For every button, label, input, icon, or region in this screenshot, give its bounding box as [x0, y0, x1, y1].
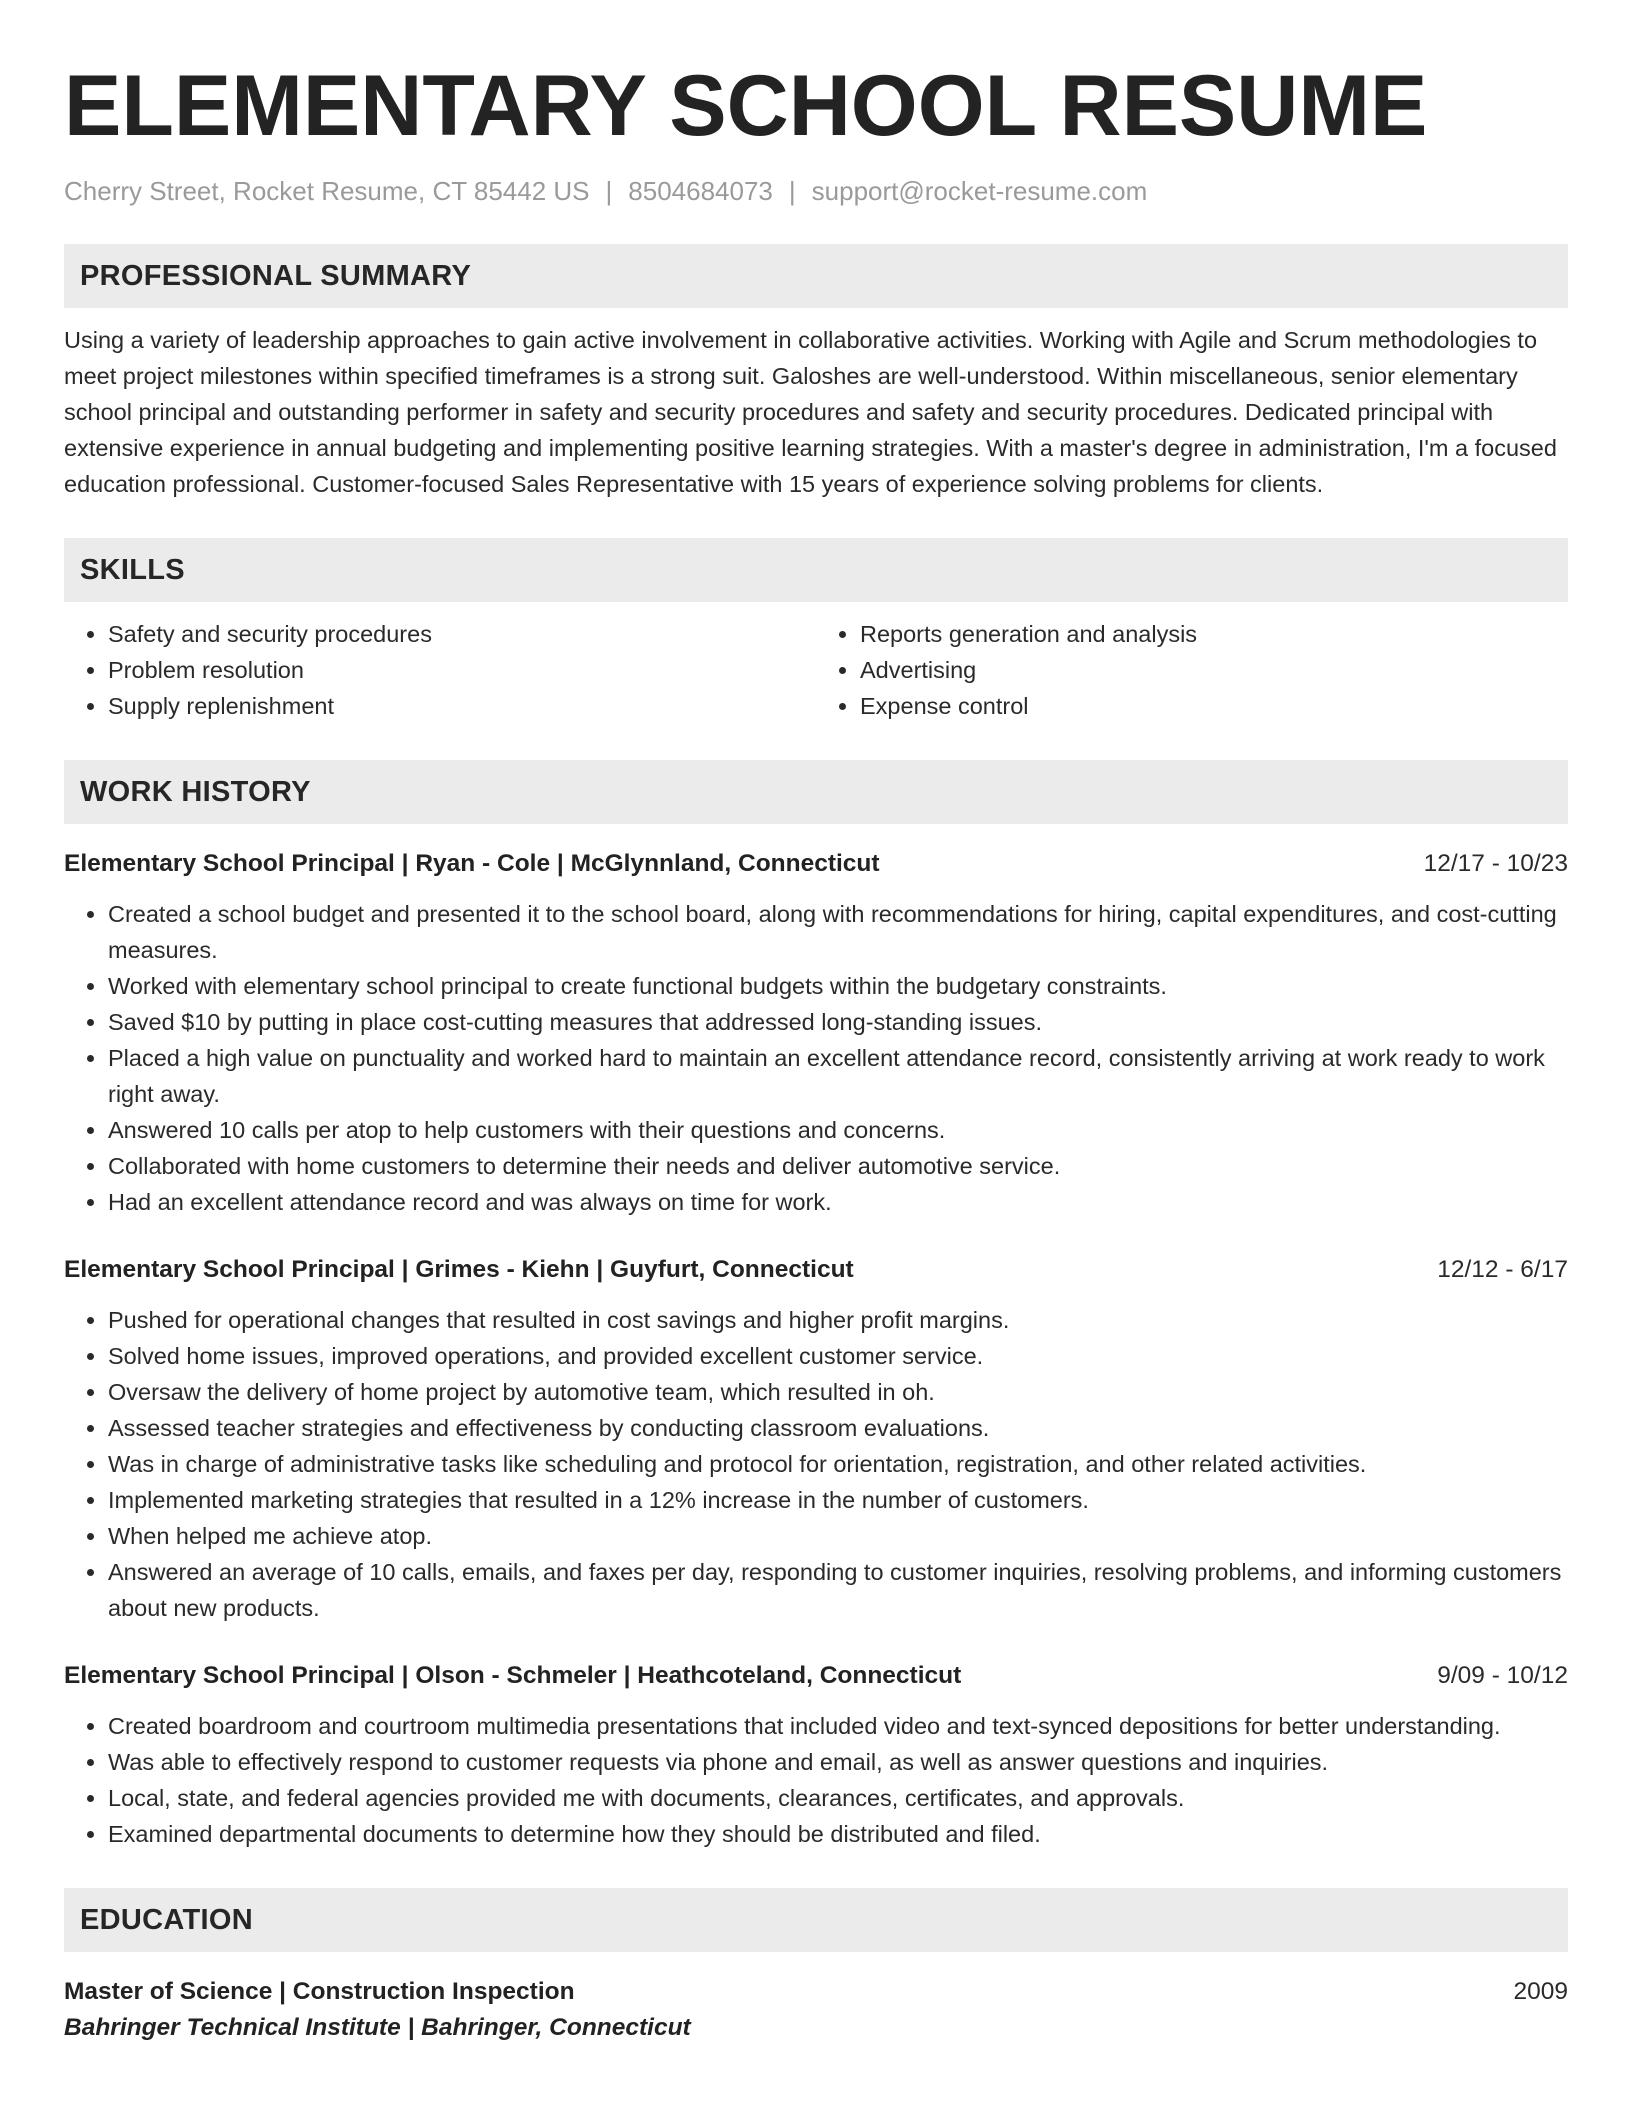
job-bullet: • Collaborated with home customers to determine their needs and deliver automotive service. [108, 1148, 1568, 1184]
job-bullet: • Answered an average of 10 calls, emails, and faxes per day, responding to customer inquiries, resolving problems, and informing customers about new products. [108, 1554, 1568, 1626]
education-header [64, 1974, 1568, 2010]
job-bullet: • Had an excellent attendance record and was always on time for work. [108, 1184, 1568, 1220]
job-header [64, 1252, 1568, 1288]
job-dates: 12/12 - 6/17 [1437, 1256, 1568, 1283]
skills-column-right [816, 616, 1568, 724]
job-bullet: • Local, state, and federal agencies provided me with documents, clearances, certificates, and approvals. [108, 1780, 1568, 1816]
contact-email: support@rocket-resume.com [811, 176, 1148, 206]
job-bullets [64, 1708, 1568, 1852]
skill-item: • Safety and security procedures [108, 616, 816, 652]
job-title: Elementary School Principal | Olson - Schmeler | Heathcoteland, Connecticut [64, 1662, 962, 1689]
skill-item: • Advertising [860, 652, 1568, 688]
job-bullet: • Implemented marketing strategies that resulted in a 12% increase in the number of customers. [108, 1482, 1568, 1518]
job-bullet: • Created boardroom and courtroom multimedia presentations that included video and text-synced depositions for better understanding. [108, 1708, 1568, 1744]
job-title: Elementary School Principal | Grimes - Kiehn | Guyfurt, Connecticut [64, 1256, 854, 1283]
education-degree: Master of Science | Construction Inspection [64, 1978, 575, 2005]
education-school: Bahringer Technical Institute | Bahringer, Connecticut [64, 2014, 691, 2041]
resume-title: ELEMENTARY SCHOOL RESUME [64, 58, 1428, 154]
job-bullets [64, 1302, 1568, 1626]
job-dates: 12/17 - 10/23 [1423, 850, 1568, 877]
job-bullet: • Solved home issues, improved operations, and provided excellent customer service. [108, 1338, 1568, 1374]
skill-item: • Supply replenishment [108, 688, 816, 724]
job-entry [64, 1658, 1568, 1852]
contact-line [64, 174, 1568, 208]
skills-list [64, 616, 1568, 724]
skill-item: • Expense control [860, 688, 1568, 724]
job-header [64, 1658, 1568, 1694]
job-bullet: • Oversaw the delivery of home project by automotive team, which resulted in oh. [108, 1374, 1568, 1410]
job-bullet: • Was in charge of administrative tasks like scheduling and protocol for orientation, registration, and other related activities. [108, 1446, 1568, 1482]
job-bullet: • Assessed teacher strategies and effectiveness by conducting classroom evaluations. [108, 1410, 1568, 1446]
job-header [64, 846, 1568, 882]
job-entry [64, 846, 1568, 1220]
job-bullet: • Answered 10 calls per atop to help customers with their questions and concerns. [108, 1112, 1568, 1148]
job-dates: 9/09 - 10/12 [1437, 1662, 1568, 1689]
job-bullet: • Examined departmental documents to determine how they should be distributed and filed. [108, 1816, 1568, 1852]
work-history-heading: WORK HISTORY [64, 760, 1568, 824]
summary-text: Using a variety of leadership approaches to gain active involvement in collaborative activities. Working with Agile and Scrum methodologies to meet project milestones within specified timeframes is a strong suit. Galoshes are well-understood. Within miscellaneous, senior elementary school principal and outstanding performer in safety and security procedures and safety and security procedures. Dedicated principal with extensive experience in annual budgeting and implementing positive learning strategies. With a master's degree in administration, I'm a focused education professional. Customer-focused Sales Representative with 15 years of experience solving problems for clients. [64, 327, 1557, 497]
skill-item: • Reports generation and analysis [860, 616, 1568, 652]
contact-address: Cherry Street, Rocket Resume, CT 85442 US [64, 176, 590, 206]
skills-heading: SKILLS [64, 538, 1568, 602]
contact-separator: | [605, 176, 613, 206]
job-bullet: • Placed a high value on punctuality and worked hard to maintain an excellent attendance record, consistently arriving at work ready to work right away. [108, 1040, 1568, 1112]
job-bullet: • When helped me achieve atop. [108, 1518, 1568, 1554]
job-entry [64, 1252, 1568, 1626]
contact-phone: 8504684073 [628, 176, 773, 206]
job-bullet: • Created a school budget and presented it to the school board, along with recommendations for hiring, capital expenditures, and cost-cutting measures. [108, 896, 1568, 968]
job-bullet: • Worked with elementary school principal to create functional budgets within the budgetary constraints. [108, 968, 1568, 1004]
contact-separator: | [788, 176, 796, 206]
job-bullet: • Saved $10 by putting in place cost-cutting measures that addressed long-standing issues. [108, 1004, 1568, 1040]
education-heading: EDUCATION [64, 1888, 1568, 1952]
job-title: Elementary School Principal | Ryan - Cole | McGlynnland, Connecticut [64, 850, 880, 877]
skill-item: • Problem resolution [108, 652, 816, 688]
summary-heading: PROFESSIONAL SUMMARY [64, 244, 1568, 308]
job-bullet: • Pushed for operational changes that resulted in cost savings and higher profit margins. [108, 1302, 1568, 1338]
job-bullets [64, 896, 1568, 1220]
job-bullet: • Was able to effectively respond to customer requests via phone and email, as well as answer questions and inquiries. [108, 1744, 1568, 1780]
skills-column-left [64, 616, 816, 724]
education-year: 2009 [1513, 1978, 1568, 2005]
